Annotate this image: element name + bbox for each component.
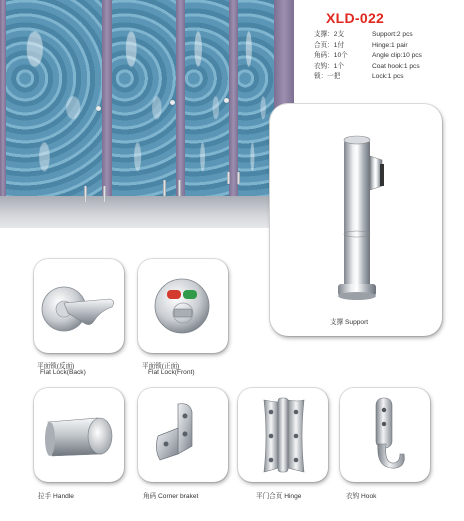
- hinge-card: [238, 388, 328, 482]
- support-leg: [84, 186, 87, 202]
- support-leg: [237, 172, 240, 184]
- corner-bracket-icon: [138, 388, 228, 482]
- spec-row: [314, 30, 459, 41]
- support-caption: 支撑 Support: [330, 319, 369, 326]
- corner-bracket-card: [138, 388, 228, 482]
- spec-list: [314, 30, 459, 83]
- pilaster: [102, 0, 112, 200]
- corner-bracket-caption: 角码 Corner braket: [143, 493, 199, 500]
- spec-row: [314, 41, 459, 52]
- support-card: [270, 104, 442, 336]
- door-knob: [170, 100, 175, 105]
- handle-caption: 拉手 Handle: [38, 493, 74, 500]
- door-knob: [96, 106, 101, 111]
- flat-lock-back-card: [34, 259, 124, 353]
- floor: [0, 196, 294, 228]
- spec-en: Lock:1 pcs: [372, 73, 404, 81]
- spec-cn: 锁：一把: [314, 73, 341, 81]
- spec-en: Support:2 pcs: [372, 31, 413, 38]
- support-leg: [178, 180, 181, 196]
- handle-card: [34, 388, 124, 482]
- spec-row: [314, 62, 459, 73]
- flat-lock-front-icon: [138, 259, 228, 353]
- support-leg: [103, 186, 106, 202]
- spec-cn: 衣钩：1个: [314, 62, 345, 70]
- hinge-icon: [238, 388, 328, 482]
- coat-hook-caption: 衣钩 Hook: [346, 493, 377, 500]
- spec-cn: 支撑：2支: [314, 31, 345, 38]
- spec-cn: 角码：10个: [314, 52, 348, 60]
- pilaster: [229, 0, 238, 200]
- hinge-caption: 平门合页 Hinge: [256, 493, 302, 500]
- handle-icon: [34, 388, 124, 482]
- glass-door-panel: [112, 0, 178, 196]
- support-leg: [227, 172, 230, 184]
- hero-photo: [0, 0, 294, 228]
- pilaster: [176, 0, 185, 200]
- flat-lock-front-caption-cn: 平面锁(正面): [142, 363, 180, 370]
- glass-door-panel: [6, 0, 104, 196]
- support-leg: [163, 180, 166, 196]
- door-knob: [224, 98, 229, 103]
- flat-lock-back-icon: [34, 259, 124, 353]
- spec-cn: 合页：1付: [314, 41, 345, 49]
- spec-row: [314, 72, 459, 83]
- coat-hook-icon: [340, 388, 430, 482]
- flat-lock-front-card: [138, 259, 228, 353]
- model-title: XLD-022: [326, 10, 385, 26]
- support-icon: [270, 104, 442, 336]
- flat-lock-front-caption-en: Flat Lock(Front): [148, 369, 195, 376]
- spec-en: Coat hook:1 pcs: [372, 62, 420, 70]
- coat-hook-card: [340, 388, 430, 482]
- flat-lock-back-caption-en: Flat Lock(Back): [40, 369, 86, 376]
- spec-en: Angle clip:10 pcs: [372, 52, 422, 60]
- flat-lock-back-caption-cn: 平面锁(反面): [37, 363, 75, 370]
- spec-row: [314, 51, 459, 62]
- spec-en: Hinge:1 pair: [372, 41, 408, 49]
